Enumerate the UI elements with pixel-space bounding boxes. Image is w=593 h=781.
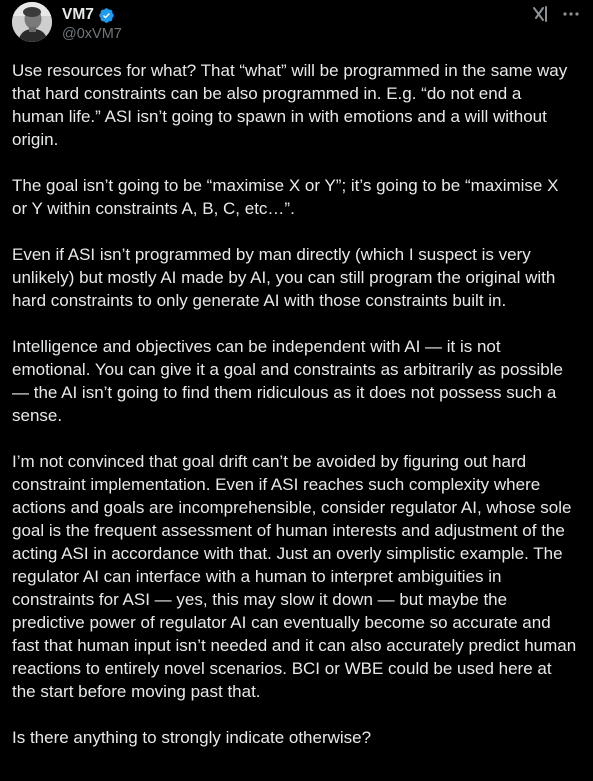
tweet-paragraph: Even if ASI isn’t programmed by man directly (which I suspect is very unlikely) but mostly AI made by AI, you can still program the original with hard constraints to only generate AI with those constraints built in. [12,245,556,310]
avatar[interactable] [12,2,52,42]
author-handle[interactable]: @0xVM7 [62,26,122,42]
tweet-header [12,2,581,46]
tweet-text [12,59,578,749]
grok-icon[interactable] [531,4,551,24]
header-actions [531,4,581,24]
verified-badge-icon [98,7,115,24]
avatar-portrait-icon [12,2,52,42]
tweet-paragraph: I’m not convinced that goal drift can’t be avoided by figuring out hard constraint implementation. Even if ASI reaches such complexity where actions and goals are incomprehensible, consider regulator AI, whose sole goal is the frequent assessment of human interests and adjustment of the acting ASI in accordance with that. Just an overly simplistic example. The regulator AI can interface with a human to interpret ambiguities in constraints for ASI — yes, this may slow it down — but maybe the predictive power of regulator AI can eventually become so accurate and fast that human input isn’t needed and it can also accurately predict human reactions to entirely novel scenarios. BCI or WBE could be used here at the start before moving past that. [12,452,577,701]
tweet-paragraph: Is there anything to strongly indicate otherwise? [12,728,372,747]
tweet-paragraph: Intelligence and objectives can be independent with AI — it is not emotional. You can give it a goal and constraints as arbitrarily as possible — the AI isn’t going to find them ridiculous as it does not possess such a sense. [12,337,563,425]
tweet-paragraph: Use resources for what? That “what” will be programmed in the same way that hard constraints can be also programmed in. E.g. “do not end a human life.” ASI isn’t going to spawn in with emotions and a will without origin. [12,61,568,149]
display-name-row [62,5,122,25]
author-names [62,5,122,42]
display-name[interactable]: VM7 [62,6,94,23]
more-icon[interactable] [561,4,581,24]
tweet-paragraph: The goal isn’t going to be “maximise X or Y”; it’s going to be “maximise X or Y within constraints A, B, C, etc…”. [12,176,559,218]
